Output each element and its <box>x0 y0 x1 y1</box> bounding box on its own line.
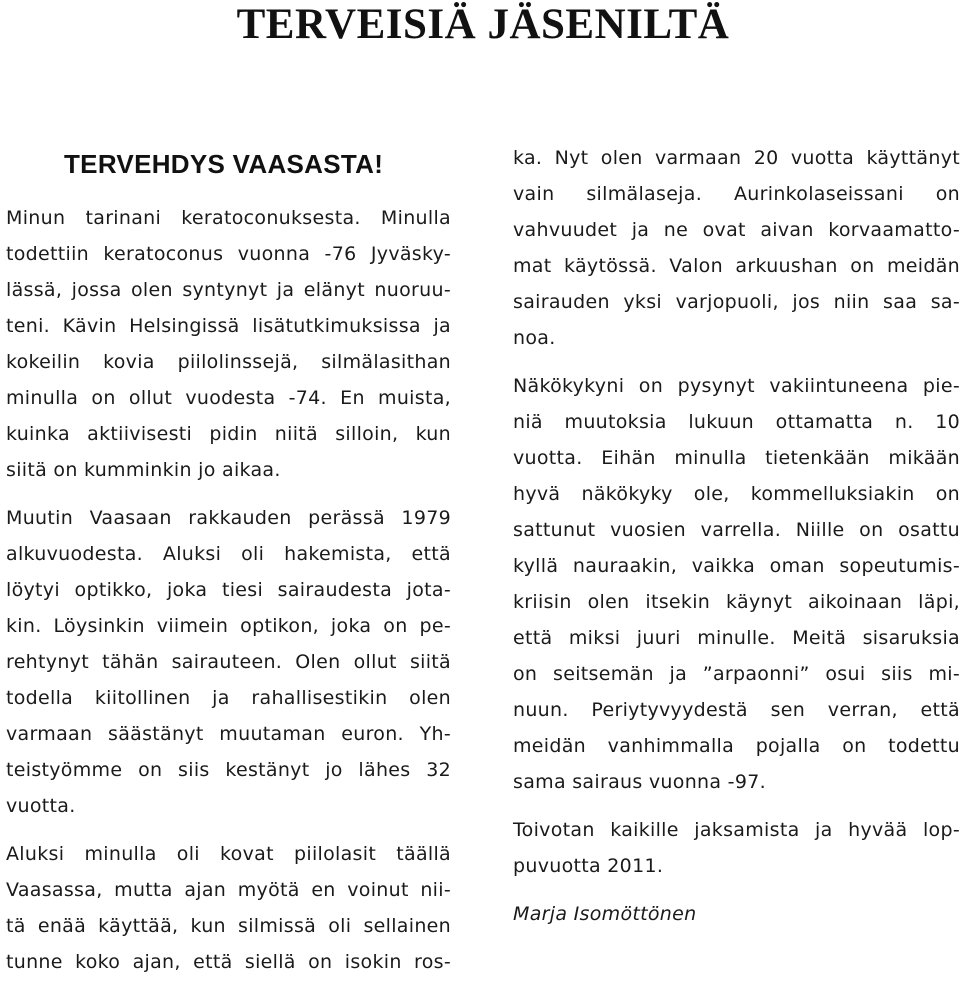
text-line: Toivotan kaikille jaksamista ja hyvää lop- <box>513 819 960 841</box>
text-line: niä muutoksia lukuun ottamatta n. 10 <box>513 411 960 433</box>
text-line: ka. Nyt olen varmaan 20 vuotta käyttänyt <box>513 147 960 169</box>
author-signature: Marja Isomöttönen <box>513 903 697 925</box>
page-title: TERVEISIÄ JÄSENILTÄ <box>236 1 730 48</box>
text-line: Muutin Vaasaan rakkauden perässä 1979 <box>6 507 451 529</box>
text-line: tunne koko ajan, että siellä on isokin ros- <box>6 951 451 973</box>
text-line: todella kiitollinen ja rahallisestikin olen <box>6 687 451 709</box>
text-line: alkuvuodesta. Aluksi oli hakemista, että <box>6 543 451 565</box>
text-line: Näkökykyni on pysynyt vakiintuneena pie- <box>513 375 960 397</box>
text-line: vain silmälaseja. Aurinkolaseissani on <box>513 183 960 205</box>
text-line: mat käytössä. Valon arkuushan on meidän <box>513 255 960 277</box>
text-line: kuinka aktiivisesti pidin niitä silloin, kun <box>6 423 451 445</box>
text-line: vuotta. Eihän minulla tietenkään mikään <box>513 447 960 469</box>
text-line: meidän vanhimmalla pojalla on todettu <box>513 735 960 757</box>
text-line: teistyömme on siis kestänyt jo lähes 32 <box>6 759 451 781</box>
text-line: löytyi optikko, joka tiesi sairaudesta jota- <box>6 579 451 601</box>
paragraph-gap <box>6 488 451 500</box>
text-line: teni. Kävin Helsingissä lisätutkimuksissa ja <box>6 315 451 337</box>
paragraph-gap <box>6 824 451 836</box>
paragraph <box>6 500 451 824</box>
text-line: on seitsemän ja ”arpaonni” osui siis mi- <box>513 663 960 685</box>
text-line: puvuotta 2011. <box>513 855 664 877</box>
text-line: minulla on ollut vuodesta -74. En muista, <box>6 387 451 409</box>
text-line: lässä, jossa olen syntynyt ja elänyt nuoruu- <box>6 279 451 301</box>
text-line: hyvä näkökyky ole, kommelluksiakin on <box>513 483 960 505</box>
text-line: Vaasassa, mutta ajan myötä en voinut nii- <box>6 879 451 901</box>
text-line: sairauden yksi varjopuoli, jos niin saa sa- <box>513 291 960 313</box>
text-line: Aluksi minulla oli kovat piilolasit täällä <box>6 843 451 865</box>
text-line: sama sairaus vuonna -97. <box>513 771 766 793</box>
paragraph <box>6 836 451 980</box>
text-line: varmaan säästänyt muutaman euron. Yh- <box>6 723 451 745</box>
text-line: nuun. Periytyvyydestä sen verran, että <box>513 699 960 721</box>
text-line: siitä on kumminkin jo aikaa. <box>6 459 281 481</box>
text-line: vuotta. <box>6 795 76 817</box>
paragraph-gap <box>513 356 960 368</box>
text-line: että miksi juuri minulle. Meitä sisaruksia <box>513 627 960 649</box>
paragraph <box>513 368 960 800</box>
text-line: sattunut vuosien varrella. Niille on osattu <box>513 519 960 541</box>
text-line: kyllä nauraakin, vaikka oman sopeutumis- <box>513 555 960 577</box>
section-heading: TERVEHDYS VAASASTA! <box>64 149 384 179</box>
text-line: kokeilin kovia piilolinssejä, silmälasithan <box>6 351 451 373</box>
text-line: noa. <box>513 327 556 349</box>
text-line: kin. Löysinkin viimein optikon, joka on pe- <box>6 615 451 637</box>
text-line: kriisin olen itsekin käynyt aikoinaan läpi, <box>513 591 960 613</box>
paragraph <box>513 140 960 356</box>
left-column <box>6 140 451 980</box>
paragraph <box>513 812 960 884</box>
text-line: todettiin keratoconus vuonna -76 Jyväsky- <box>6 243 451 265</box>
text-line: tä enää käyttää, kun silmissä oli sellainen <box>6 915 451 937</box>
right-column <box>513 140 960 932</box>
paragraph-gap <box>513 800 960 812</box>
text-line: rehtynyt tähän sairauteen. Olen ollut siitä <box>6 651 451 673</box>
paragraph <box>6 200 451 488</box>
text-line: vahvuudet ja ne ovat aivan korvaamatto- <box>513 219 960 241</box>
text-line: Minun tarinani keratoconuksesta. Minulla <box>6 207 451 229</box>
paragraph-gap <box>513 884 960 896</box>
